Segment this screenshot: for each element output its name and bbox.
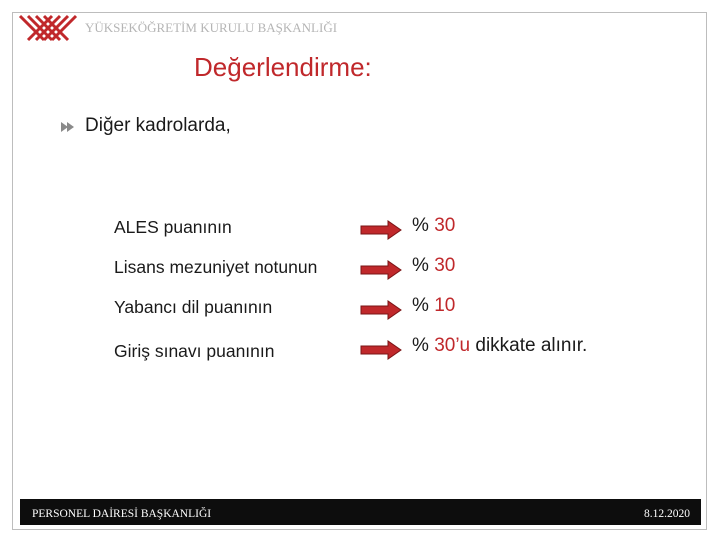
footer-department: PERSONEL DAİRESİ BAŞKANLIĞI [32, 508, 212, 520]
percent-value: 30 [434, 255, 456, 276]
criteria-label: Giriş sınavı puanının [114, 341, 275, 361]
percent-value: 30 [434, 215, 456, 236]
arrow-bullet-icon [60, 120, 76, 134]
percent-value: 30’u [434, 335, 471, 356]
right-arrow-icon [360, 220, 402, 240]
criteria-value [412, 335, 587, 357]
criteria-row-yabanci-dil [0, 293, 720, 323]
right-arrow-icon [360, 260, 402, 280]
criteria-value [412, 215, 455, 237]
criteria-label: Lisans mezuniyet notunun [114, 257, 318, 277]
criteria-suffix: dikkate alınır. [475, 335, 588, 356]
criteria-row-ales [0, 213, 720, 243]
criteria-row-lisans [0, 253, 720, 283]
percent-sign: % [412, 215, 429, 236]
page-title: Değerlendirme: [194, 52, 372, 82]
percent-sign: % [412, 335, 429, 356]
institution-name: YÜKSEKÖĞRETİM KURULU BAŞKANLIĞI [85, 20, 338, 35]
percent-sign: % [412, 255, 429, 276]
yok-logo-icon [18, 14, 78, 42]
right-arrow-icon [360, 300, 402, 320]
percent-sign: % [412, 295, 429, 316]
footer-date: 8.12.2020 [644, 508, 690, 520]
criteria-row-giris-sinavi [0, 333, 720, 363]
criteria-label: ALES puanının [114, 217, 232, 237]
right-arrow-icon [360, 340, 402, 360]
criteria-label: Yabancı dil puanının [114, 297, 273, 317]
bullet-text: Diğer kadrolarda, [85, 115, 231, 136]
percent-value: 10 [434, 295, 456, 316]
criteria-value [412, 295, 455, 317]
criteria-value [412, 255, 455, 277]
